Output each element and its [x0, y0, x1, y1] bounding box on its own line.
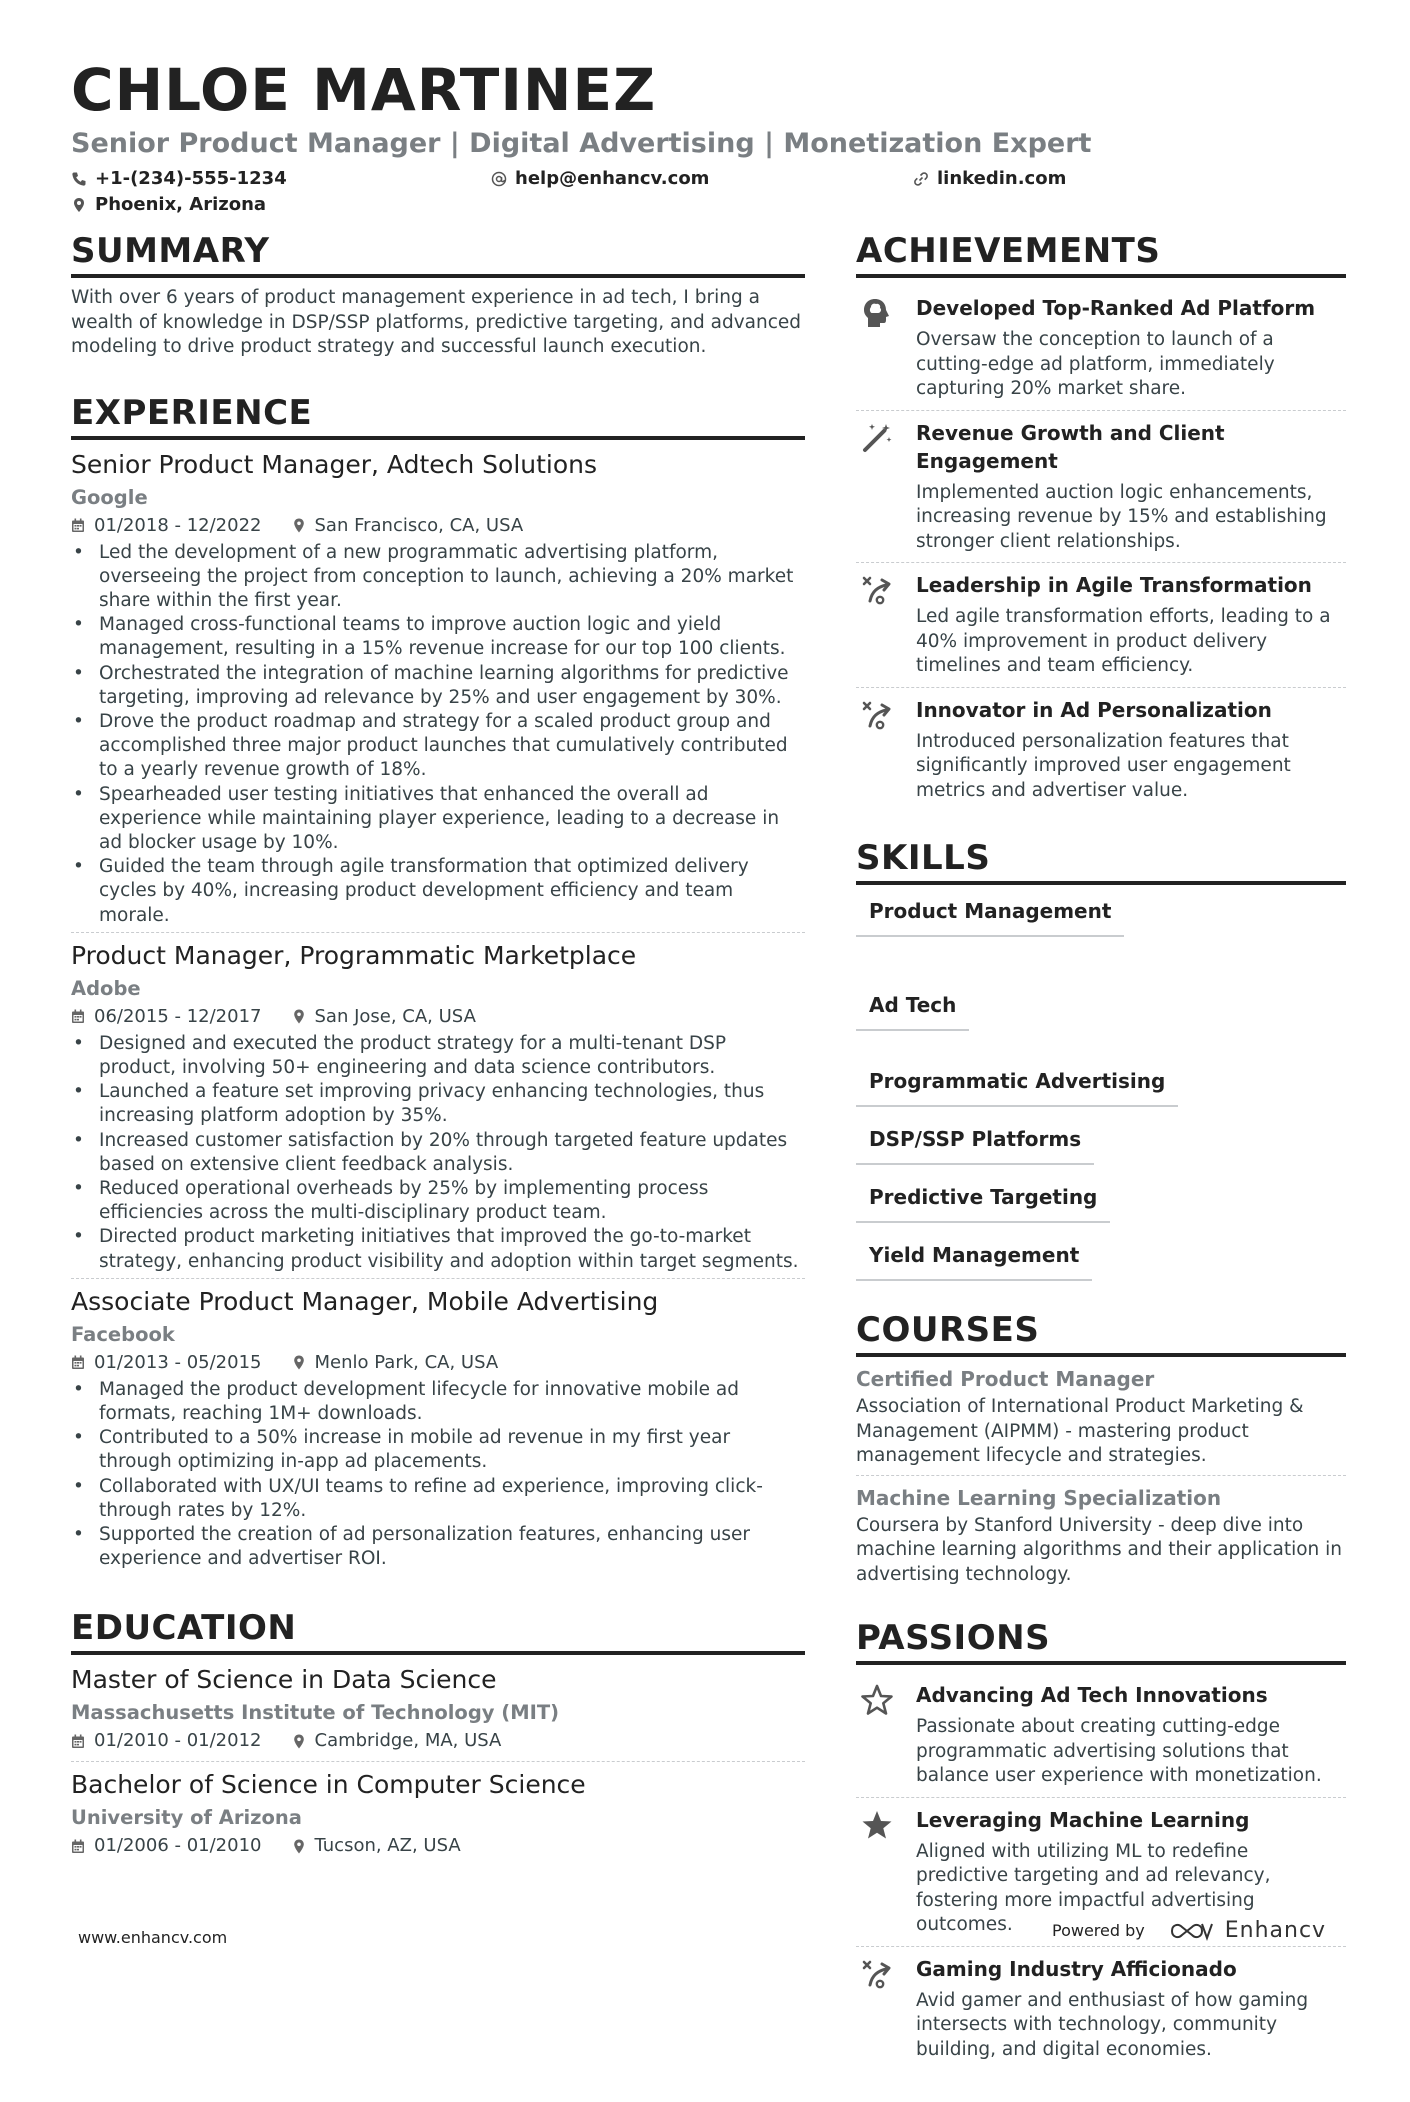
item-body — [916, 696, 1346, 804]
calendar-icon — [71, 1734, 85, 1749]
calendar-icon — [71, 1009, 85, 1024]
location-text: Menlo Park, CA, USA — [314, 1351, 499, 1373]
date-range — [71, 512, 262, 540]
contact-linkedin[interactable] — [913, 168, 1066, 189]
skill-tag: Product Management — [856, 897, 1124, 937]
section-divider — [71, 436, 805, 440]
summary-section — [71, 230, 805, 360]
course-description: Coursera by Stanford University - deep dive into machine learning algorithms and their application in advertising technology. — [856, 1514, 1343, 1585]
achievements-heading: ACHIEVEMENTS — [856, 231, 1161, 271]
location-pin-icon — [292, 1839, 306, 1854]
phone-text: +1-(234)-555-1234 — [95, 168, 287, 189]
bullet-item: • Drove the product roadmap and strategy for a scaled product group and accomplished three major product launches that cumulatively contributed to a yearly revenue growth of 18%. — [71, 710, 805, 783]
course-description: Association of International Product Marketing & Management (AIPMM) - mastering product management lifecycle and strategies. — [856, 1396, 1304, 1466]
item-body — [916, 294, 1346, 402]
courses-list — [856, 1365, 1346, 1593]
summary-heading: SUMMARY — [71, 231, 270, 271]
item-description: Avid gamer and enthusiast of how gaming intersects with technology, community building, and digital economies. — [916, 1989, 1309, 2060]
item-description: Introduced personalization features that significantly improved user engagement metrics and advertiser value. — [916, 730, 1291, 801]
achievements-section — [856, 230, 1346, 811]
achievement-item — [856, 688, 1346, 812]
bullet-item: • Managed the product development lifecycle for innovative mobile ad formats, reaching 1M+ downloads. — [71, 1378, 805, 1426]
course-entry — [856, 1484, 1346, 1594]
bullet-item: • Designed and executed the product strategy for a multi-tenant DSP product, involving 50+ engineering and data science contributors. — [71, 1032, 805, 1080]
strategy-arrow-icon — [856, 1955, 898, 2063]
skill-tag: Predictive Targeting — [856, 1183, 1110, 1223]
date-range — [71, 1349, 262, 1377]
section-divider — [71, 1651, 805, 1655]
experience-entry — [71, 1285, 805, 1576]
enhancv-logo-icon — [1169, 1920, 1215, 1942]
item-title: Leadership in Agile Transformation — [916, 573, 1312, 597]
date-range — [71, 1003, 262, 1031]
job-bullets — [71, 541, 805, 928]
company-name: Facebook — [71, 1322, 175, 1346]
job-title: Senior Product Manager, Adtech Solutions — [71, 449, 598, 479]
achievement-item — [856, 411, 1346, 564]
experience-list — [71, 448, 805, 1576]
star-filled-icon — [856, 1806, 898, 1938]
brand-name: Enhancv — [1224, 1918, 1327, 1943]
passions-list — [856, 1673, 1346, 2070]
location-pin-icon — [292, 1355, 306, 1370]
location-pin-icon — [292, 1734, 306, 1749]
date-text: 01/2006 - 01/2010 — [94, 1835, 262, 1857]
at-sign-icon — [491, 171, 507, 187]
job-location — [292, 1727, 502, 1755]
school-name: Massachusetts Institute of Technology (MIT) — [71, 1701, 560, 1725]
date-text: 01/2010 - 01/2012 — [94, 1730, 262, 1752]
head-brain-icon — [856, 294, 898, 402]
date-location-row — [71, 512, 805, 540]
education-section — [71, 1607, 805, 1866]
date-text: 06/2015 - 12/2017 — [94, 1005, 262, 1027]
contact-location — [71, 194, 266, 215]
link-icon — [913, 171, 929, 187]
bullet-item: • Increased customer satisfaction by 20% through targeted feature updates based on extensive client feedback analysis. — [71, 1129, 805, 1177]
right-column — [856, 230, 1346, 2102]
degree-title: Master of Science in Data Science — [71, 1665, 497, 1695]
date-location-row — [71, 1003, 805, 1031]
item-description: Led agile transformation efforts, leading to a 40% improvement in product delivery timelines and team efficiency. — [916, 606, 1331, 676]
job-location — [292, 512, 524, 540]
item-description: Oversaw the conception to launch of a cutting-edge ad platform, immediately capturing 20% market share. — [916, 329, 1275, 399]
skill-tag: Yield Management — [856, 1241, 1092, 1281]
location-text: San Jose, CA, USA — [314, 1005, 476, 1027]
bullet-item: • Directed product marketing initiatives that improved the go-to-market strategy, enhancing product visibility and adoption within target segments. — [71, 1225, 805, 1273]
passion-item — [856, 1947, 1346, 2071]
email-text: help@enhancv.com — [515, 168, 710, 189]
passions-heading: PASSIONS — [856, 1618, 1051, 1658]
section-divider — [856, 274, 1346, 278]
item-title: Innovator in Ad Personalization — [916, 697, 1272, 722]
bullet-item: • Managed cross-functional teams to improve auction logic and yield management, resulting in a 15% revenue increase for our top 100 clients. — [71, 613, 805, 661]
education-entry — [71, 1768, 805, 1866]
achievements-list — [856, 286, 1346, 811]
contact-email[interactable] — [491, 168, 709, 189]
resume-header — [71, 56, 1351, 224]
brand-logo[interactable] — [1169, 1918, 1326, 1943]
date-location-row — [71, 1832, 805, 1860]
company-name: Adobe — [71, 976, 141, 1000]
job-location — [292, 1003, 476, 1031]
location-text: Phoenix, Arizona — [95, 194, 267, 215]
bullet-item: • Spearheaded user testing initiatives that enhanced the overall ad experience while maintaining player experience, leading to a decrease in ad blocker usage by 10%. — [71, 783, 805, 856]
bullet-item: • Contributed to a 50% increase in mobile ad revenue in my first year through optimizing in-app ad placements. — [71, 1426, 805, 1474]
contact-info — [71, 168, 1351, 224]
job-title: Product Manager, Programmatic Marketplace — [71, 940, 637, 970]
job-title: Associate Product Manager, Mobile Advertising — [71, 1286, 659, 1316]
left-column — [71, 230, 805, 1898]
location-text: Cambridge, MA, USA — [314, 1730, 502, 1752]
courses-section — [856, 1309, 1346, 1593]
section-divider — [856, 1661, 1346, 1665]
strategy-arrow-icon — [856, 696, 898, 804]
job-bullets — [71, 1032, 805, 1274]
candidate-name: CHLOE MARTINEZ — [71, 56, 657, 124]
section-divider — [856, 881, 1346, 885]
footer-branding — [1052, 1918, 1326, 1943]
bullet-item: • Reduced operational overheads by 25% by implementing process efficiencies across the multi-disciplinary product team. — [71, 1177, 805, 1225]
bullet-item: • Launched a feature set improving privacy enhancing technologies, thus increasing platform adoption by 35%. — [71, 1080, 805, 1128]
star-outline-icon — [856, 1681, 898, 1789]
skills-section — [856, 837, 1346, 1281]
education-list — [71, 1663, 805, 1866]
skills-list — [856, 897, 1346, 1281]
experience-heading: EXPERIENCE — [71, 392, 313, 433]
magic-wand-icon — [856, 419, 898, 555]
skill-tag: Ad Tech — [856, 991, 969, 1031]
item-body — [916, 1681, 1346, 1789]
footer-website[interactable]: www.enhancv.com — [78, 1928, 228, 1947]
date-range — [71, 1727, 262, 1755]
item-description: Aligned with utilizing ML to redefine predictive targeting and ad relevancy, fostering more impactful advertising outcomes. — [916, 1840, 1271, 1935]
skills-heading: SKILLS — [856, 838, 991, 878]
calendar-icon — [71, 518, 85, 533]
location-text: San Francisco, CA, USA — [314, 514, 524, 536]
calendar-icon — [71, 1839, 85, 1854]
education-entry — [71, 1663, 805, 1762]
course-entry — [856, 1365, 1346, 1476]
phone-icon — [71, 171, 87, 187]
experience-section — [71, 392, 805, 1576]
company-name: Google — [71, 485, 148, 509]
summary-text: With over 6 years of product management experience in ad tech, I bring a wealth of knowledge in DSP/SSP platforms, predictive targeting, and advanced modeling to drive product strategy and successful launch execution. — [71, 287, 802, 357]
skill-tag: Programmatic Advertising — [856, 1067, 1178, 1107]
location-text: Tucson, AZ, USA — [314, 1835, 461, 1857]
item-description: Passionate about creating cutting-edge programmatic advertising solutions that balance user experience with monetization. — [916, 1716, 1322, 1786]
item-title: Leveraging Machine Learning — [916, 1807, 1250, 1832]
bullet-item: • Collaborated with UX/UI teams to refine ad experience, improving click-through rates by 12%. — [71, 1475, 805, 1523]
degree-title: Bachelor of Science in Computer Science — [71, 1770, 586, 1800]
item-title: Developed Top-Ranked Ad Platform — [916, 296, 1316, 320]
course-title: Machine Learning Specialization — [856, 1485, 1222, 1510]
contact-phone[interactable] — [71, 168, 287, 189]
linkedin-text: linkedin.com — [937, 168, 1067, 189]
location-pin-icon — [292, 518, 306, 533]
date-location-row — [71, 1727, 805, 1755]
course-title: Certified Product Manager — [856, 1367, 1155, 1391]
item-title: Gaming Industry Afficionado — [916, 1956, 1237, 1981]
passions-section — [856, 1617, 1346, 2070]
job-bullets — [71, 1378, 805, 1572]
date-range — [71, 1832, 262, 1860]
item-title: Revenue Growth and Client Engagement — [916, 420, 1225, 473]
job-location — [292, 1349, 499, 1377]
location-pin-icon — [292, 1009, 306, 1024]
achievement-item — [856, 563, 1346, 688]
bullet-item: • Supported the creation of ad personalization features, enhancing user experience and advertiser ROI. — [71, 1523, 805, 1571]
skill-tag: DSP/SSP Platforms — [856, 1125, 1094, 1165]
item-description: Implemented auction logic enhancements, increasing revenue by 15% and establishing stronger client relationships. — [916, 481, 1327, 552]
item-body — [916, 1955, 1346, 2063]
bullet-item: • Orchestrated the integration of machine learning algorithms for predictive targeting, improving ad relevance by 25% and user engagement by 30%. — [71, 662, 805, 710]
item-body — [916, 571, 1346, 679]
bullet-item: • Led the development of a new programmatic advertising platform, overseeing the project from conception to launch, achieving a 20% market share within the first year. — [71, 541, 805, 614]
courses-heading: COURSES — [856, 1310, 1040, 1350]
strategy-arrow-icon — [856, 571, 898, 679]
job-location — [292, 1832, 461, 1860]
location-pin-icon — [71, 197, 87, 213]
item-body — [916, 419, 1346, 555]
experience-entry — [71, 939, 805, 1279]
date-text: 01/2013 - 05/2015 — [94, 1351, 262, 1373]
education-heading: EDUCATION — [71, 1608, 297, 1649]
school-name: University of Arizona — [71, 1806, 302, 1830]
candidate-headline: Senior Product Manager | Digital Advertising | Monetization Expert — [71, 128, 1092, 159]
achievement-item — [856, 286, 1346, 411]
powered-by-label: Powered by — [1052, 1921, 1145, 1940]
item-title: Advancing Ad Tech Innovations — [916, 1683, 1268, 1707]
passion-item — [856, 1673, 1346, 1798]
experience-entry — [71, 448, 805, 933]
section-divider — [71, 274, 805, 278]
bullet-item: • Guided the team through agile transformation that optimized delivery cycles by 40%, increasing product development efficiency and team morale. — [71, 855, 805, 928]
date-text: 01/2018 - 12/2022 — [94, 514, 262, 536]
calendar-icon — [71, 1355, 85, 1370]
section-divider — [856, 1353, 1346, 1357]
date-location-row — [71, 1349, 805, 1377]
